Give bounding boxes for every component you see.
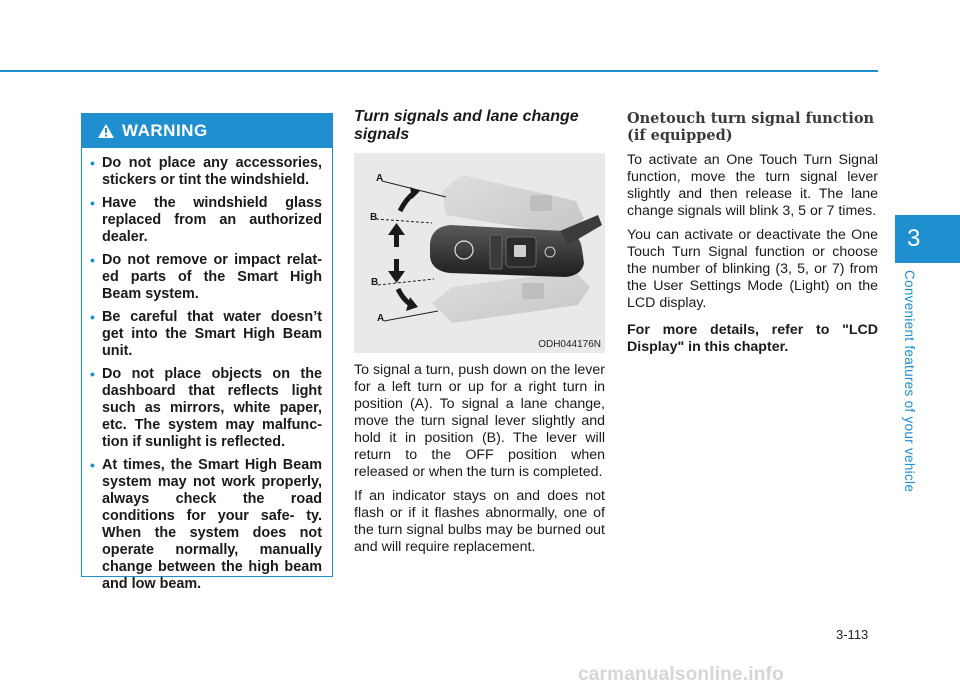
- paragraph: To signal a turn, push down on the lever for a left turn or up for a right turn in position (A). To signal a lane change, move the turn signal lever slightly and hold it in position (B). The lever will return to the OFF position when released or when the turn is completed.: [354, 362, 605, 480]
- chapter-tab: [895, 215, 960, 263]
- label-b-top: B: [370, 212, 378, 223]
- page-number: 3-113: [836, 627, 869, 642]
- bullet-icon: •: [90, 309, 95, 325]
- paragraph: To activate an One Touch Turn Signal function, move the turn signal lever slightly and then release it. The lane change signals will blink 3, 5 or 7 times.: [627, 152, 878, 219]
- chapter-number: 3: [907, 225, 921, 252]
- warning-header: [82, 114, 332, 148]
- label-a-top: A: [376, 173, 384, 184]
- section-heading: Onetouch turn signal function (if equipped): [627, 110, 875, 144]
- warning-item: • At times, the Smart High Beam system may not work properly, always check the road conditions for your safe- ty. When the system does not operate normally, manually change between the high beam and low beam.: [90, 457, 322, 592]
- section-heading: Turn signals and lane change signals: [354, 108, 579, 143]
- lever-illustration: [354, 153, 605, 353]
- chapter-title: Convenient features of your vehicle: [902, 270, 917, 493]
- bullet-icon: •: [90, 195, 95, 211]
- bullet-icon: •: [90, 155, 95, 171]
- bullet-icon: •: [90, 366, 95, 382]
- warning-item: • Do not place objects on the dashboard that reflects light such as mirrors, white paper, etc. The system may malfunc- tion if sunlight is reflected.: [90, 366, 322, 450]
- bullet-icon: •: [90, 457, 95, 473]
- warning-triangle-icon: [98, 124, 114, 138]
- warning-item: • Be careful that water doesn’t get into the Smart High Beam unit.: [90, 309, 322, 359]
- warning-item: • Have the windshield glass replaced from an authorized dealer.: [90, 195, 322, 245]
- bullet-icon: •: [90, 252, 95, 268]
- warning-list: [82, 148, 332, 593]
- figure-code: ODH044176N: [538, 339, 601, 350]
- label-b-bottom: B: [371, 277, 379, 288]
- warning-item: • Do not place any accessories, stickers or tint the windshield.: [90, 155, 322, 188]
- warning-box: [81, 113, 333, 592]
- warning-title: WARNING: [122, 121, 208, 140]
- onetouch-section: [627, 110, 878, 356]
- reference-note: For more details, refer to "LCD Display" in this chapter.: [627, 322, 878, 355]
- warning-item: • Do not remove or impact relat- ed parts of the Smart High Beam system.: [90, 252, 322, 302]
- top-rule: [0, 70, 878, 72]
- turn-signal-section: [354, 108, 605, 563]
- turn-signal-lever-figure: [354, 153, 605, 353]
- paragraph: If an indicator stays on and does not flash or if it flashes abnormally, one of the turn signal bulbs may be burned out and will require replacement.: [354, 488, 605, 555]
- watermark: carmanualsonline.info: [578, 664, 784, 685]
- paragraph: You can activate or deactivate the One Touch Turn Signal function or choose the number of blinking (3, 5, or 7) from the User Settings Mode (Light) on the LCD display.: [627, 227, 878, 311]
- label-a-bottom: A: [377, 313, 385, 324]
